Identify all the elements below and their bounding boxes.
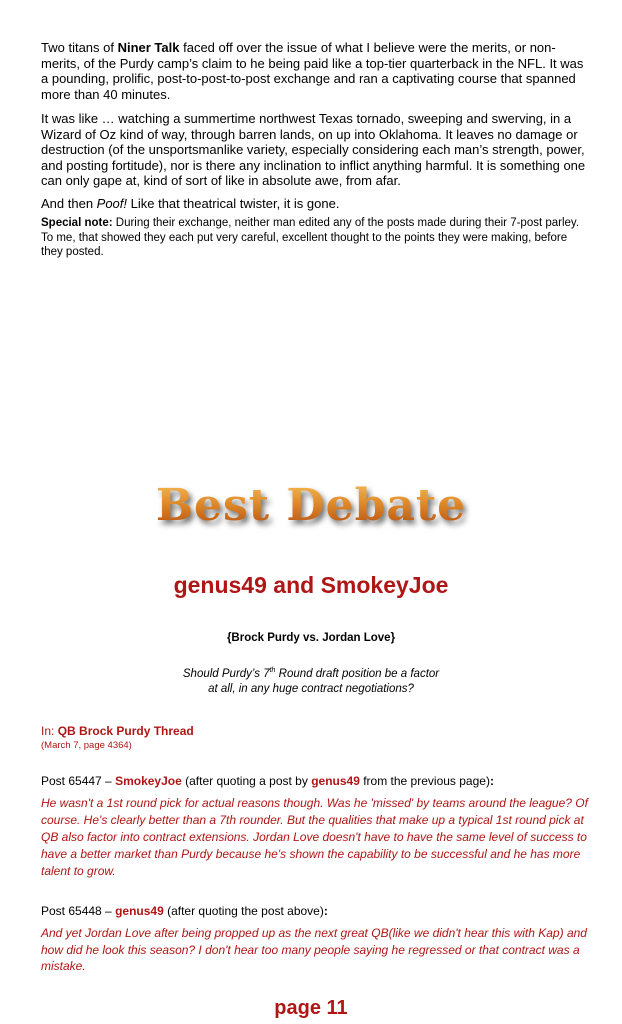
best-debate-banner bbox=[0, 480, 622, 531]
special-note: Special note: During their exchange, neither man edited any of the posts made during their 7-post parley. To me, that showed they each put very careful, excellent thought to the points they were making, before they posted. bbox=[41, 217, 580, 258]
quoted-author[interactable]: genus49 bbox=[311, 774, 360, 788]
post-author[interactable]: SmokeyJoe bbox=[115, 774, 182, 788]
post-quote-text: He wasn't a 1st round pick for actual reasons though. Was he 'missed' by teams around the league? Of course. He's clearly better than a 7th rounder. But the qualities that make up a typical 1st round pick at QB also factor into contract extensions. Jordan Love doesn't have to have the same level of success to have a better market than Purdy because he's shown the capability to be successful and he has more talent to grow. bbox=[41, 796, 588, 878]
intro-paragraph-1: Two titans of Niner Talk faced off over the issue of what I believe were the merits, or non-merits, of the Purdy camp’s claim to he being paid like a top-tier quarterback in the NFL. It was a pounding, prolific, post-to-post-to-post exchange and ran a captivating course that spanned more than 40 minutes. bbox=[41, 40, 584, 102]
matchup-subtitle: {Brock Purdy vs. Jordan Love} bbox=[226, 632, 396, 644]
debate-question: Should Purdy’s 7th Round draft position be a factor at all, in any huge contract negotiations? bbox=[182, 667, 440, 695]
poof-text: Poof! bbox=[96, 196, 128, 211]
post-header: Post 65448 – genus49 (after quoting the post above): bbox=[41, 904, 328, 918]
page-number: page 11 bbox=[274, 997, 348, 1019]
special-note-label: Special note: bbox=[41, 217, 113, 229]
post-quote-text: And yet Jordan Love after being propped up as the next great QB(like we didn't hear this with Kap) and how did he look this season? I don't hear too many people saying he regressed or that contract was a mistake. bbox=[41, 926, 587, 973]
post-header: Post 65447 – SmokeyJoe (after quoting a post by genus49 from the previous page): bbox=[41, 774, 494, 788]
niner-talk-name: Niner Talk bbox=[117, 40, 180, 55]
intro-paragraph-3: And then Poof! Like that theatrical twister, it is gone. bbox=[41, 196, 340, 211]
thread-link[interactable]: QB Brock Purdy Thread bbox=[57, 724, 194, 738]
thread-reference: In: QB Brock Purdy Thread bbox=[41, 724, 194, 738]
intro-paragraph-2: It was like … watching a summertime northwest Texas tornado, sweeping and swerving, in a Wizard of Oz kind of way, through barren lands, on up into Oklahoma. It leaves no damage or destruction (of the unsportsmanlike variety, especially considering each man’s strength, power, and posting fortitude), nor is there any inclination to inflict anything harmful. It is something one can only gape at, kind of sort of like in absolute awe, from afar. bbox=[41, 111, 586, 188]
debaters-heading: genus49 and SmokeyJoe bbox=[173, 572, 449, 598]
banner-title: Best Debate bbox=[155, 480, 467, 531]
post-author[interactable]: genus49 bbox=[115, 904, 164, 918]
thread-date: (March 7, page 4364) bbox=[41, 740, 132, 751]
